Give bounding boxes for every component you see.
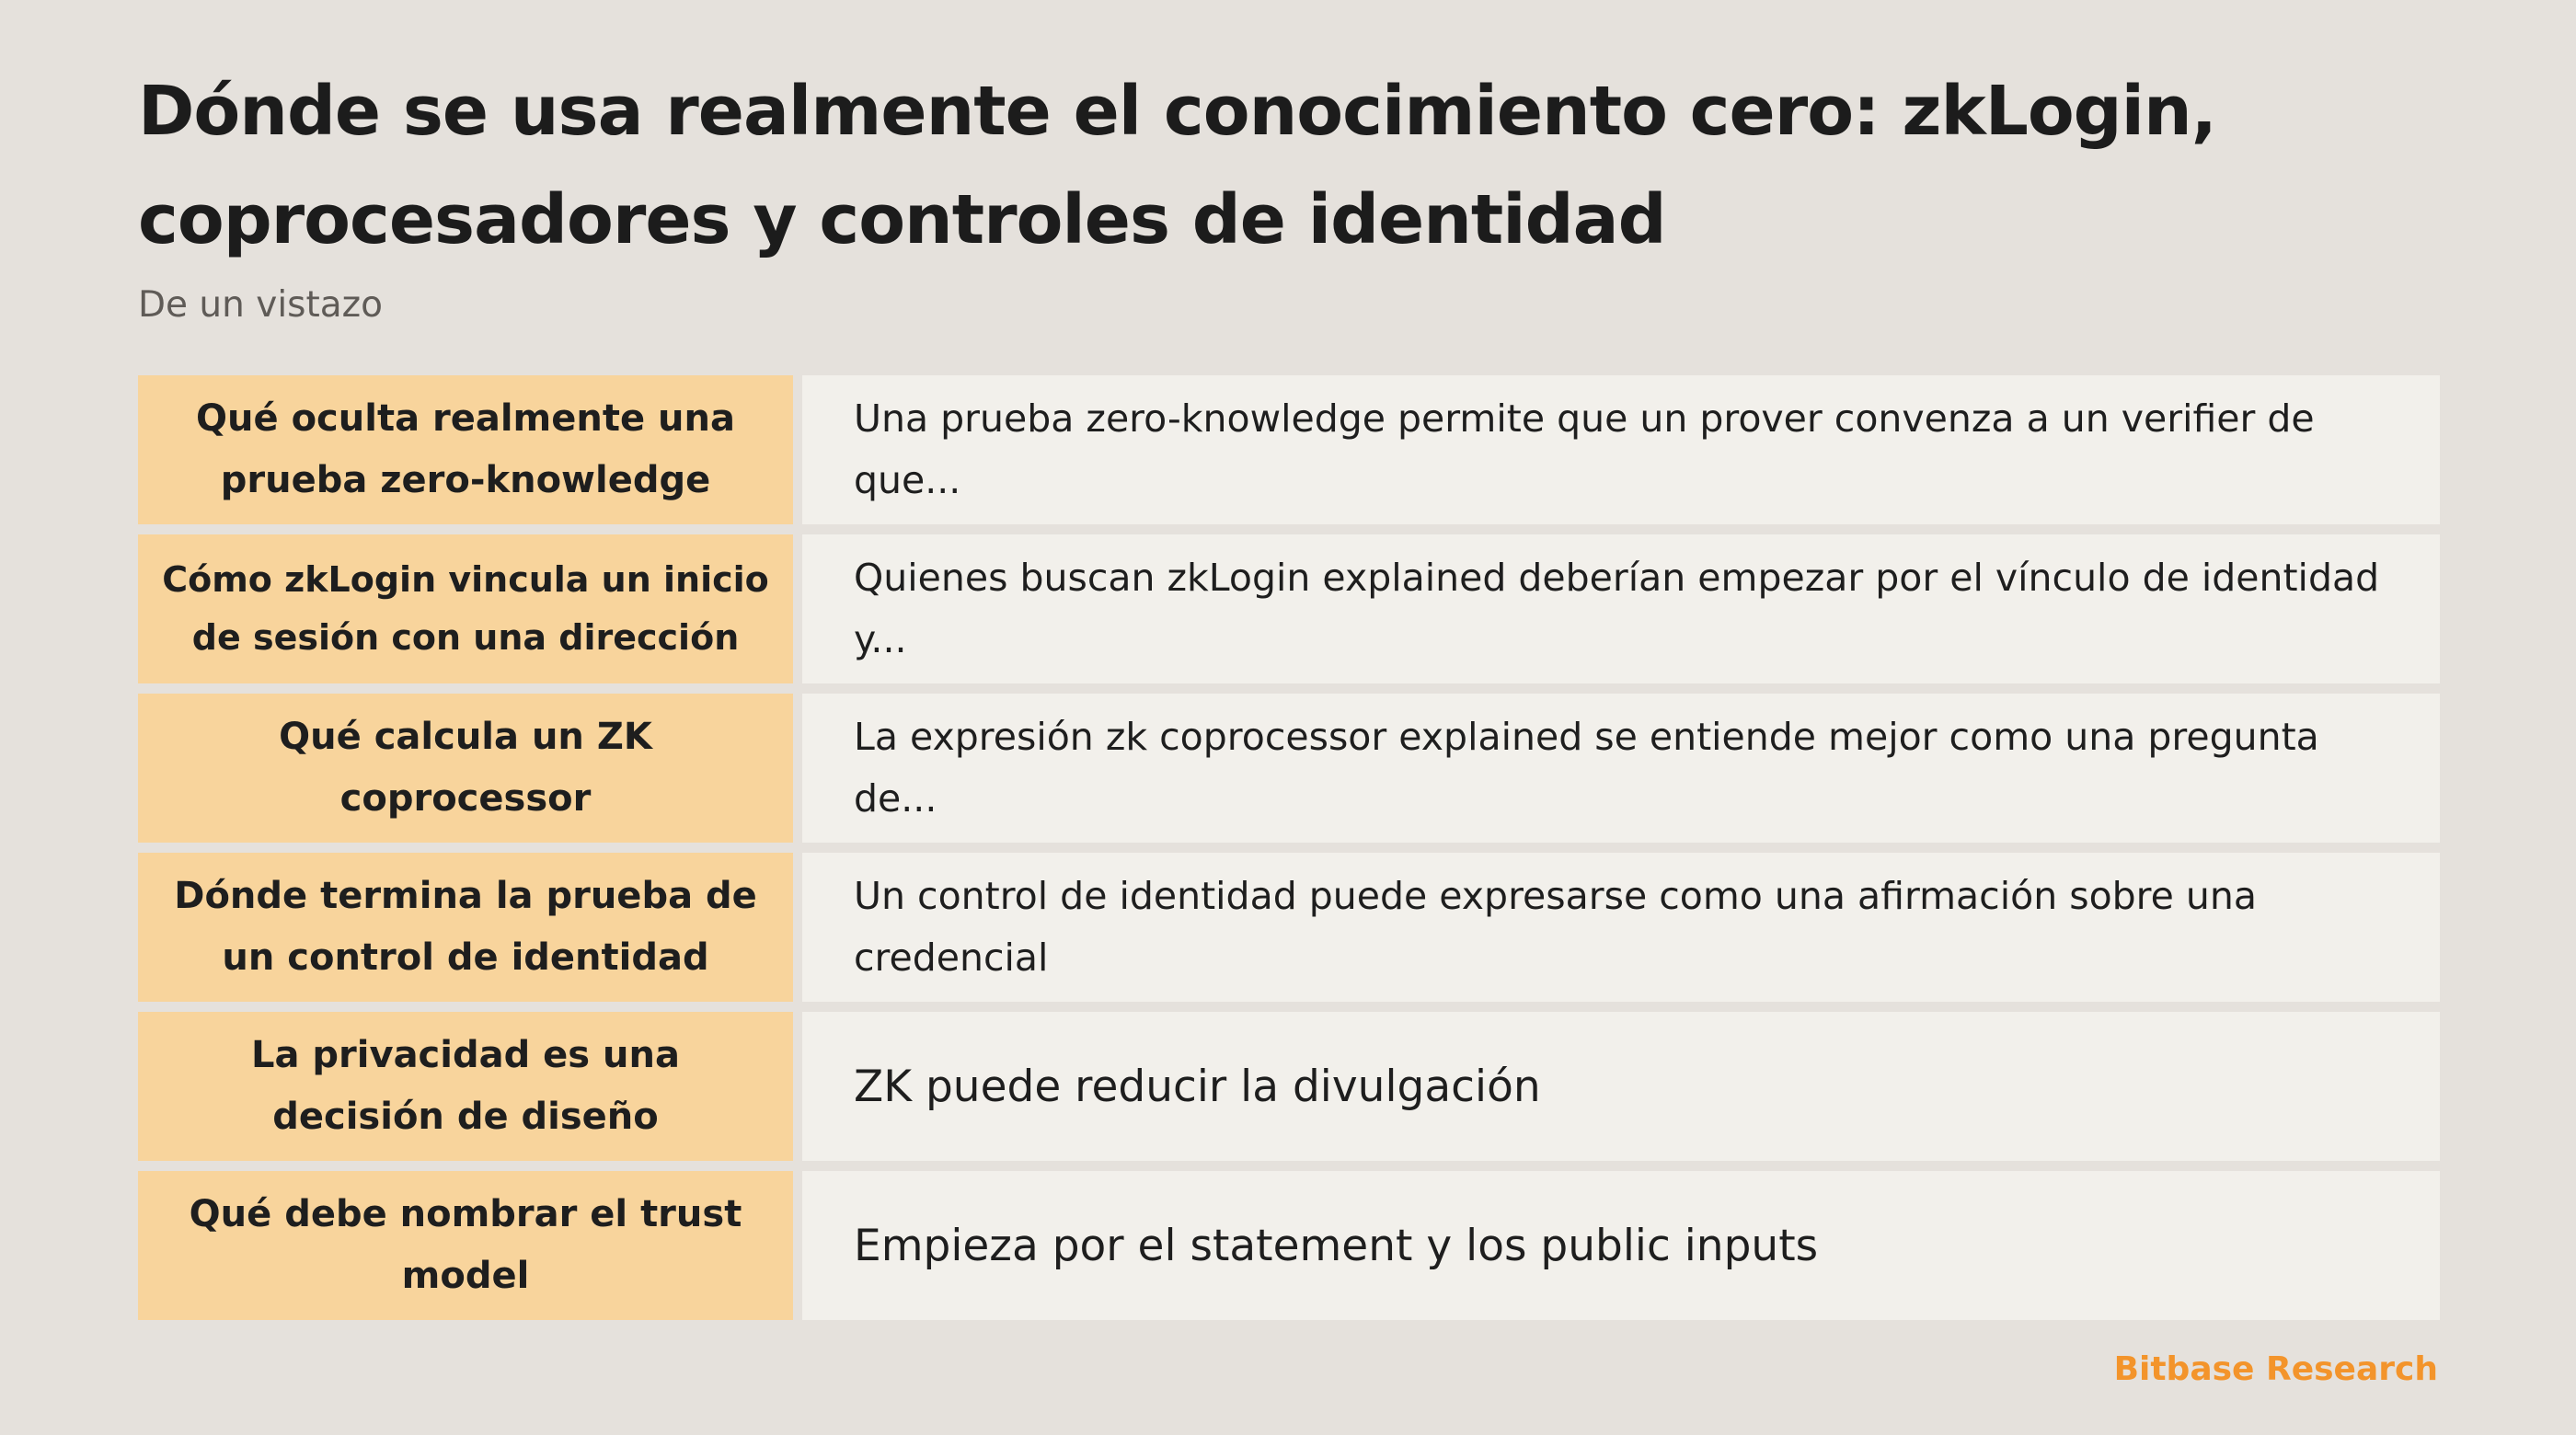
row-label: Cómo zkLogin vincula un inicio de sesión con una dirección xyxy=(138,534,793,683)
row-gap xyxy=(793,534,802,683)
row-gap xyxy=(793,694,802,843)
row-label: Qué oculta realmente una prueba zero-knowledge xyxy=(138,375,793,524)
summary-row xyxy=(138,1171,2440,1320)
row-label: Qué debe nombrar el trust model xyxy=(138,1171,793,1320)
summary-row xyxy=(138,853,2440,1002)
row-text: La expresión zk coprocessor explained se entiende mejor como una pregunta de... xyxy=(802,694,2440,843)
row-label: La privacidad es una decisión de diseño xyxy=(138,1012,793,1161)
page-title: Dónde se usa realmente el conocimiento cero: zkLogin, coprocesadores y controles de identidad xyxy=(138,72,2216,259)
summary-row xyxy=(138,1012,2440,1161)
page-subtitle: De un vistazo xyxy=(138,284,384,326)
row-label: Qué calcula un ZK coprocessor xyxy=(138,694,793,843)
row-gap xyxy=(793,1171,802,1320)
row-text: ZK puede reducir la divulgación xyxy=(802,1012,2440,1161)
summary-row xyxy=(138,694,2440,843)
row-gap xyxy=(793,375,802,524)
row-label: Dónde termina la prueba de un control de identidad xyxy=(138,853,793,1002)
row-text: Empieza por el statement y los public inputs xyxy=(802,1171,2440,1320)
row-text: Un control de identidad puede expresarse como una afirmación sobre una credencial xyxy=(802,853,2440,1002)
summary-table xyxy=(138,375,2440,1320)
row-gap xyxy=(793,853,802,1002)
row-gap xyxy=(793,1012,802,1161)
row-text: Una prueba zero-knowledge permite que un prover convenza a un verifier de que... xyxy=(802,375,2440,524)
summary-row xyxy=(138,375,2440,524)
brand-footer: Bitbase Research xyxy=(2113,1350,2438,1388)
summary-row xyxy=(138,534,2440,683)
row-text: Quienes buscan zkLogin explained deberían empezar por el vínculo de identidad y... xyxy=(802,534,2440,683)
